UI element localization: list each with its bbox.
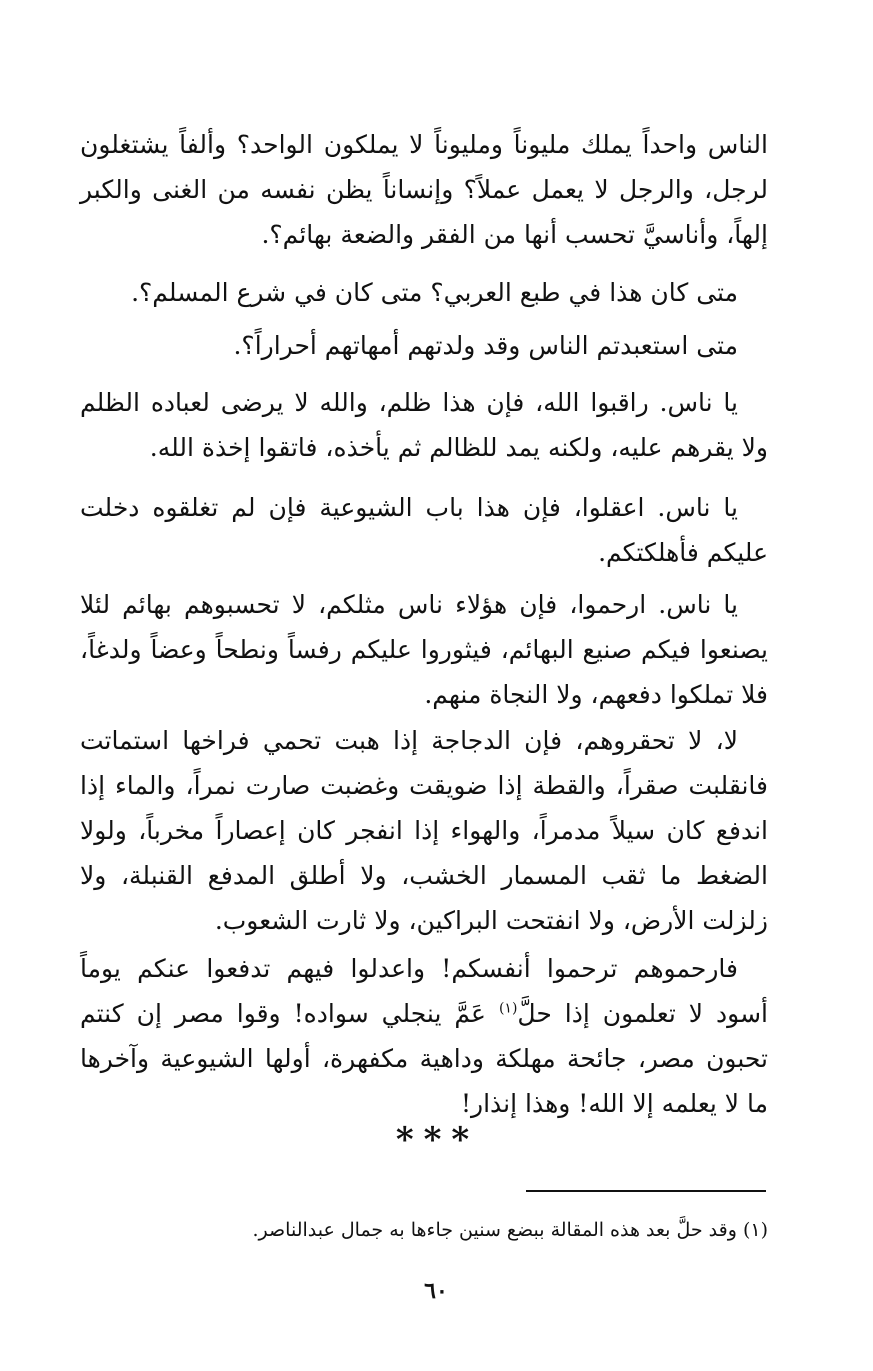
footnote: (١) وقد حلَّ بعد هذه المقالة ببضع سنين جاءها به جمال عبدالناصر.: [252, 1219, 768, 1241]
paragraph-text: لا، لا تحقروهم، فإن الدجاجة إذا هبت تحمي فراخها استماتت فانقلبت صقراً، والقطة إذا ضويقت وغضبت صارت نمراً، والماء إذا اندفع كان سيلاً مدمراً، والهواء إذا انفجر كان إعصاراً مخرباً، ولولا الضغط ما ثقب المسمار الخشب، ولا أطلق المدفع القنبلة، ولا زلزلت الأرض، ولا انفتحت البراكين، ولا ثارت الشعوب.: [80, 726, 768, 935]
page-number: ٦٠: [424, 1278, 448, 1304]
paragraph-text-part: فارحموهم ترحموا أنفسكم! واعدلوا فيهم تدفعوا عنكم يوماً أسود لا تعلمون إذا حلَّ: [80, 954, 768, 1028]
paragraph-text: يا ناس. راقبوا الله، فإن هذا ظلم، والله لا يرضى لعباده الظلم ولا يقرهم عليه، ولكنه يمد للظالم ثم يأخذه، فاتقوا إخذة الله.: [80, 388, 768, 462]
paragraph-3: [80, 323, 768, 368]
paragraph-text: يا ناس. ارحموا، فإن هؤلاء ناس مثلكم، لا تحسبوهم بهائم لئلا يصنعوا فيكم صنيع البهائم، فيثوروا عليكم رفساً ونطحاً وعضاً ولدغاً، فلا تملكوا دفعهم، ولا النجاة منهم.: [80, 590, 768, 709]
paragraph-4: [80, 380, 768, 470]
paragraph-text: متى كان هذا في طبع العربي؟ متى كان في شرع المسلم؟.: [131, 278, 738, 307]
paragraph-1: [80, 122, 768, 257]
paragraph-text-part: عَمَّ ينجلي سواده! وقوا مصر إن كنتم تحبون مصر، جائحة مهلكة وداهية مكفهرة، أولها الشيوعية وآخرها ما لا يعلمه إلا الله! وهذا إنذار!: [80, 999, 768, 1118]
footnote-reference[interactable]: (١): [498, 1000, 518, 1017]
paragraph-5: [80, 485, 768, 575]
paragraph-2: [80, 270, 768, 315]
paragraph-7: [80, 718, 768, 943]
paragraph-text: متى استعبدتم الناس وقد ولدتهم أمهاتهم أحراراً؟.: [233, 331, 738, 360]
paragraph-text: الناس واحداً يملك مليوناً ومليوناً لا يملكون الواحد؟ وألفاً يشتغلون لرجل، والرجل لا يعمل عملاً؟ وإنساناً يظن نفسه من الغنى والكبر إلهاً، وأناسيَّ تحسب أنها من الفقر والضعة بهائم؟.: [80, 130, 768, 249]
paragraph-6: [80, 582, 768, 717]
paragraph-text: يا ناس. اعقلوا، فإن هذا باب الشيوعية فإن لم تغلقوه دخلت عليكم فأهلكتكم.: [80, 493, 768, 567]
paragraph-8: [80, 946, 768, 1126]
paragraph-text: [80, 946, 768, 1126]
footnote-divider: [526, 1190, 766, 1192]
section-separator: ***: [395, 1120, 480, 1160]
